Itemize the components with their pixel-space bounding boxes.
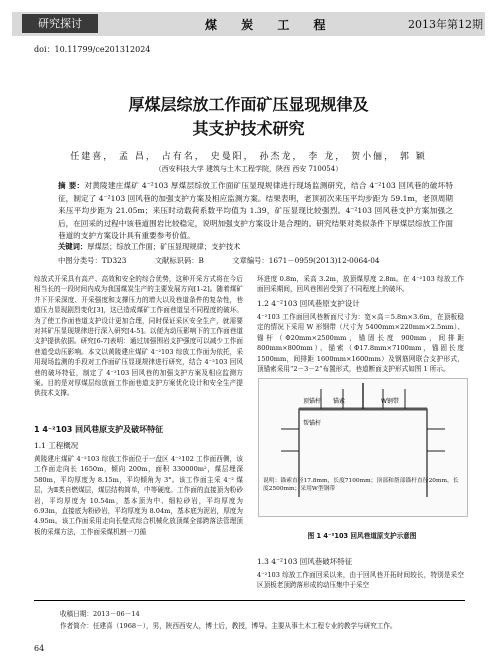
affiliation: （西安科技大学 建筑与土木工程学院，陕西 西安 710054）	[154, 165, 343, 173]
footer-divider	[34, 600, 465, 601]
label-side-bolt: 帮锚杆	[303, 420, 322, 427]
keywords-text: 厚煤层；综放工作面；矿压显现规律；支护技术	[87, 242, 241, 251]
label-anchor: 锚索	[333, 398, 346, 405]
roadway-support-diagram	[259, 379, 467, 516]
label-roof-bolt: 顶锚杆	[303, 398, 322, 405]
issue-label: 2013年第12期	[408, 18, 483, 31]
right-top-paragraph: 环进度 0.8m，采高 3.2m，放顶煤厚度 2.8m。在 4⁻²103 综放工作面回采期间，回风巷围岩受到了不同程度上的破坏。	[257, 275, 464, 294]
section-1-1-text: 黄陵建庄煤矿 4⁻²103 综放工作面位于一盘区 4⁻²102 工作面西侧，该工作面走向长 1650m，倾向 200m，面积 330000m²，煤层埋深 580m，平均厚度为 8.15m，平均倾角为 3°。该工作面主采 4⁻² 煤层，为Ⅱ类自燃煤层，煤层结构简单，中等硬度。工作面的直接顶为粉砂岩，平均厚度为 10.54m，基本顶为中、细粒砂岩，平均厚度为 6.93m，直接底为粉砂岩，平均厚度为 8.04m，基本底为泥岩，厚度为 4.95m。该工作面采用走向长壁式综合机械化放顶煤全部跨落法管理顶板的采煤方法，工作面采煤机割一刀循	[34, 455, 243, 536]
article-number: 文章编号：1671－0959(2013)12-0064-04	[232, 256, 380, 265]
section-1-heading: 1 4⁻²103 回风巷原支护及破坏特征	[34, 425, 164, 434]
section-tag: 研究探讨	[22, 14, 98, 33]
keywords-label: 关键词：	[58, 242, 88, 251]
figure-caption: 图 1 4⁻²103 回风巷道原支护示意图	[307, 532, 417, 540]
document-code: 文献标识码：B	[154, 256, 204, 265]
abstract-label: 摘 要：	[58, 181, 85, 190]
journal-name: 煤 炭 工 程	[205, 18, 336, 32]
section-1-3-text: 4⁻²103 综放工作面回采以来，由于回风巷开拓时间较长，特别是采空区顶板老顶跨落形成的动压集中于采空	[257, 571, 464, 590]
authors: 任建喜， 孟 昌， 占有名， 史曼阳， 孙杰龙， 李 龙， 贺小俪， 郭 颖	[70, 152, 427, 162]
paper-title-line1: 厚煤层综放工作面矿压显现规律及	[128, 95, 369, 114]
abstract-text: 对黄陵建庄煤矿 4⁻²103 厚煤层综放工作面矿压显现规律进行现场监测研究，结合 4⁻²103 回风巷的破坏特征，制定了 4⁻²103 回风巷的加强支护方案及相应监测方案。结果表明，老顶初次来压平均步距为 59.1m，老顶周期来压平均步距为 21.05m；来压时动载荷系数平均值为 1.39，矿压显现比较强烈。4⁻²103 回风巷支护方案加强之后，在回采的过程中该巷道围岩比较稳定，说明加强支护方案设计是合理的。研究结果对类似条件下厚煤层综放工作面巷道的支护方案设计具有重要参考价值。	[58, 181, 453, 241]
section-1-2-heading: 1.2 4⁻²103 回风巷原支护设计	[257, 299, 360, 308]
section-1-1-heading: 1.1 工程概况	[34, 441, 79, 450]
author-bio: 作者简介：任建喜（1968－），男，陕西西安人，博士后，教授，博导。主要从事土木工程专业的教学与研究工作。	[60, 622, 397, 630]
received-date: 收稿日期：2013－06－14	[60, 610, 140, 618]
paper-title-line2: 其支护技术研究	[192, 119, 305, 138]
figure-note: 说明：锚索直径17.8mm，长度7100mm；顶部和帮部锚杆直径20mm，长度2500mm；采用W型钢带	[263, 478, 459, 492]
figure-1	[258, 378, 468, 517]
clc-number: 中图分类号：TD323	[58, 256, 127, 265]
abstract	[58, 180, 453, 243]
page-number: 64	[34, 644, 45, 653]
doi: doi：10.11799/ce201312024	[34, 45, 151, 54]
keywords	[58, 242, 453, 252]
intro-paragraph: 综放式开采具有高产、高效和安全的综合优势，这种开采方式将在今后相当长的一段时间内成为我国煤炭生产的主要发展方向[1-2]。随着煤矿井下开采深度、开采强度和支撑压力的增大以及巷道条件的复杂性，巷道压力显现剧烈变化[3]，这已造成煤矿工作面巷道呈不同程度的破坏。为了使工作面巷道支护设计更加合理，同时保证采区安全生产，就需要对其矿压显现规律进行深入研究[4-5]。以便为动压影响下的工作面巷道支护提供依据。研究[6-7]表明：通过加强围岩支护强度可以减少工作面巷道受动压影响。本文以黄陵建庄煤矿 4⁻²103 综放工作面为依托，采用现场监测的手段对工作面矿压显现规律进行研究，结合 4⁻²103 回风巷的破坏特征，制定了 4⁻²103 回风巷的加强支护方案及相应监测方案。目的是对厚煤层综放面工作面巷道支护方案优化设计和安全生产提供技术支撑。	[34, 275, 243, 398]
article-meta	[58, 256, 453, 266]
section-1-3-heading: 1.3 4⁻²103 回风巷破坏特征	[257, 557, 353, 566]
section-1-2-text: 4⁻²103 工作面回风巷断面尺寸为：宽×高＝5.8m×3.6m，在顶板稳定的情况下采用 W 形钢带（尺寸为 5400mm×220mm×2.5mm）、锚杆（Φ20mm×2500mm，锚固长度 900mm，间排距 800mm×800mm）、锚索（Φ17.8mm×7100mm，锚固长度 1500mm，间排距 1600mm×1600mm）及钢筋网联合支护形式，顶锚索采用“2－3－2”布置形式，巷道断面支护形式如图 1 所示。	[257, 313, 464, 374]
label-w-belt: W钢带	[381, 398, 399, 405]
